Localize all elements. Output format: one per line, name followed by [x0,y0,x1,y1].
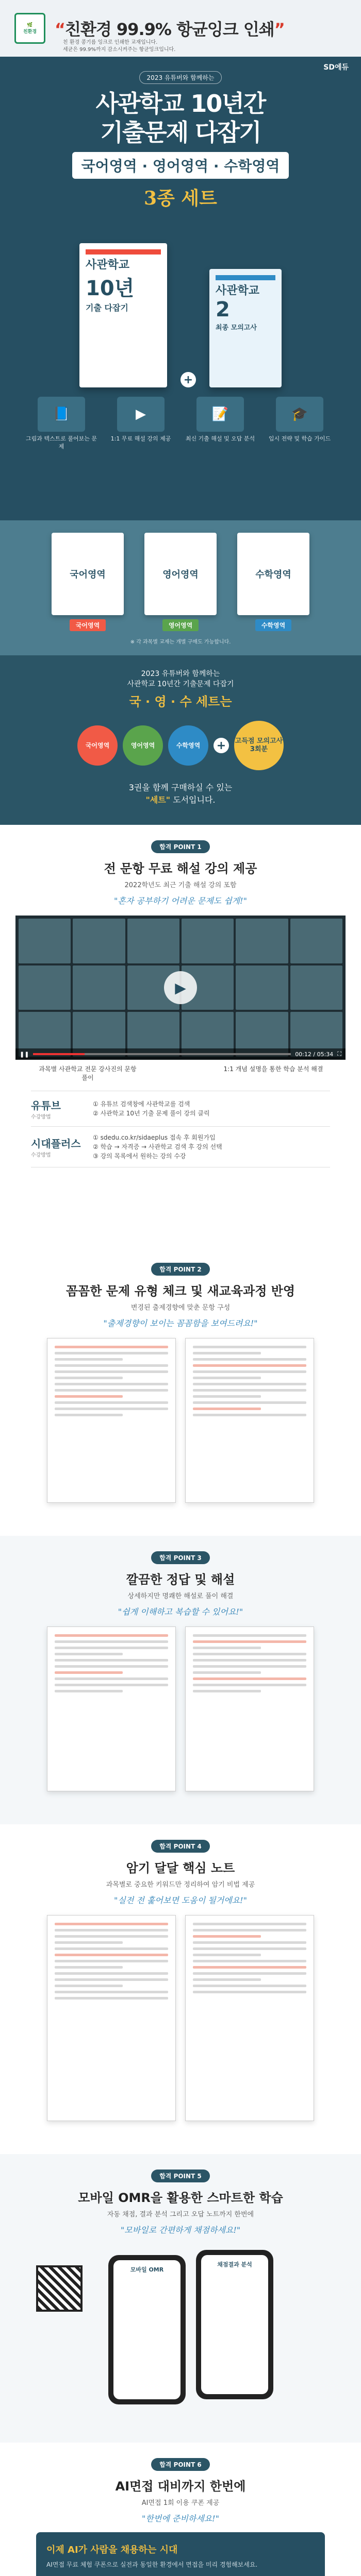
play-icon: ▶ [117,397,165,432]
eco-sub: 친 환경 콩기름 잉크로 인쇄한 교재입니다. 세균은 99.9%까지 감소시켜주는 항균잉크입니다. [63,40,176,53]
eco-banner [0,0,361,57]
callout-right: 1:1 개념 설명을 통한 학습 분석 해결 [223,1065,323,1073]
plus-icon: + [180,372,196,387]
sample-page [185,1915,314,2121]
book-mock-cover: 사관학교 2 최종 모의고사 [209,269,282,387]
circle-mock-exam: 고득점 모의고사 3회분 [234,721,284,770]
hero-subjects: 국어영역 · 영어영역 · 수학영역 [72,152,289,179]
set-kem-title: 국 · 영 · 수 세트는 [129,694,232,709]
hero-set-text: 3종 세트 [144,188,217,209]
circle-english: 영어영역 [123,725,163,766]
section-sub: 2022학년도 최근 기출 해설 강의 포함 [124,882,237,889]
video-progress[interactable] [33,1053,291,1055]
point-3-section: 합격 POINT 3 깔끔한 정답 및 해설 상세하지만 명쾌한 해설로 풀이 해결 "쉽게 이해하고 복습할 수 있어요!" [0,1536,361,1824]
feature-item: 📘 그림과 텍스트로 풀어보는 문제 [25,397,97,450]
set-book-english[interactable]: 영어영역 영어영역 [144,533,217,631]
set-book-math[interactable]: 수학영역 수학영역 [237,533,309,631]
circle-math: 수학영역 [168,725,208,766]
book-icon: 📘 [38,397,85,432]
point-4-section: 합격 POINT 4 암기 달달 핵심 노트 과목별로 중요한 키워드만 정리하여 암기 비법 제공 "실전 전 훑어보면 도움이 될거에요!" [0,1824,361,2154]
brand-logo: SD에듀 [323,63,349,72]
graduation-cap-icon: 🎓 [276,397,323,432]
pause-icon[interactable]: ❚❚ [20,1050,29,1058]
lecture-row-sidaeplus: 시대플러스 수강방법 ① sdedu.co.kr/sidaeplus 접속 후 회원가입 ② 학습 → 자격증 → 사관학교 검색 후 강의 선택 ③ 강의 목록에서 원하는 강의 수강 [31,1127,330,1167]
set-final-text: 3권을 함께 구매하실 수 있는 "세트" 도서입니다. [128,783,233,805]
feature-item: 📝 최신 기출 해설 및 오답 분석 [184,397,256,450]
set-books-section [0,520,361,655]
question-sample-pages [26,1338,335,1503]
point-label: 합격 POINT 1 [151,840,210,853]
set-circles [0,721,361,770]
feature-item: 🎓 입시 전략 및 학습 가이드 [264,397,336,450]
hero-books [0,223,361,387]
hero-pill: 2023 유튜버와 함께하는 [139,71,222,84]
lecture-video[interactable] [15,916,346,1060]
lecture-row-youtube: 유튜브 수강방법 ① 유튜브 검색창에 사관학교를 검색 ② 사관학교 10년 기출 문제 풀이 강의 클릭 [31,1091,330,1127]
sample-page [47,1626,176,1791]
phone-mock: 채점결과 분석 [196,2250,273,2399]
point-6-section: 합격 POINT 6 AI면접 대비까지 한번에 AI면접 1회 이용 쿠폰 제공 "한번에 준비하세요!" 이제 AI가 사람을 채용하는 시대 AI면접 무료 체험 쿠폰으로 실전과 동일한 환경에서 면접을 미리 경험해보세요. [0,2443,361,2576]
feature-item: ▶ 1:1 무료 해설 강의 제공 [105,397,177,450]
feature-row [0,397,361,450]
plus-icon: + [214,738,229,753]
hero-title: 사관학교 10년간 기출문제 다잡기 [95,90,266,146]
video-controls [15,1048,346,1060]
circle-korean: 국어영역 [77,725,118,766]
section-hand: "혼자 공부하기 어려운 문제도 쉽게!" [114,896,247,906]
video-time: 00:12 / 05:34 [295,1050,334,1058]
note-sample-pages [26,1915,335,2121]
mobile-omr-mock [21,2245,340,2410]
book-main-cover: 사관학교 10년 기출 다잡기 [79,243,167,387]
section-title: 전 문항 무료 해설 강의 제공 [104,861,257,876]
set-note: ※ 각 과목별 교재는 개별 구매도 가능합니다. [130,639,231,645]
sample-page [47,1915,176,2121]
note-icon: 📝 [196,397,244,432]
phone-mock: 모바일 OMR [108,2255,186,2404]
sample-page [47,1338,176,1503]
callout-left: 과목별 사관학교 전문 강사진의 문항 풀이 [39,1065,137,1081]
fullscreen-icon[interactable]: ⛶ [337,1050,341,1057]
hero-section [0,57,361,520]
ai-interview-card: 이제 AI가 사람을 채용하는 시대 AI면접 무료 체험 쿠폰으로 실전과 동일한 환경에서 면접을 미리 경험해보세요. [36,2532,325,2576]
point-1-section [0,825,361,1247]
point-2-section: 합격 POINT 2 꼼꼼한 문제 유형 체크 및 새교육과정 반영 변경된 출제경향에 맞춘 문항 구성 "출제경향이 보이는 꼼꼼함을 보여드려요!" [0,1247,361,1536]
set-composition-section: 2023 유튜버와 함께하는 사관학교 10년간 기출문제 다잡기 국 · 영 · 수 세트는 국어영역 영어영역 수학영역 + 고득점 모의고사 3회분 3권을 함께 구매하실 수 있는 "세트" 도서입니다. [0,655,361,825]
sample-page [185,1338,314,1503]
answer-sample-pages [26,1626,335,1791]
sample-page [185,1626,314,1791]
play-button[interactable]: ▶ [164,971,197,1004]
video-callouts [36,1065,325,1082]
eco-badge: 🌿 친환경 [14,13,45,44]
qr-code-icon[interactable] [36,2265,83,2312]
set-book-korean[interactable]: 국어영역 국어영역 [52,533,124,631]
eco-headline: “친환경 99.9% 항균잉크 인쇄” [55,20,285,39]
leaf-icon: 🌿 [27,22,33,28]
point-5-section: 합격 POINT 5 모바일 OMR을 활용한 스마트한 학습 자동 채점, 결과 분석 그리고 오답 노트까지 한번에 "모바일로 간편하게 채점하세요!" 모바일 OMR 채점결과 분석 [0,2154,361,2443]
lecture-guide [31,1091,330,1167]
